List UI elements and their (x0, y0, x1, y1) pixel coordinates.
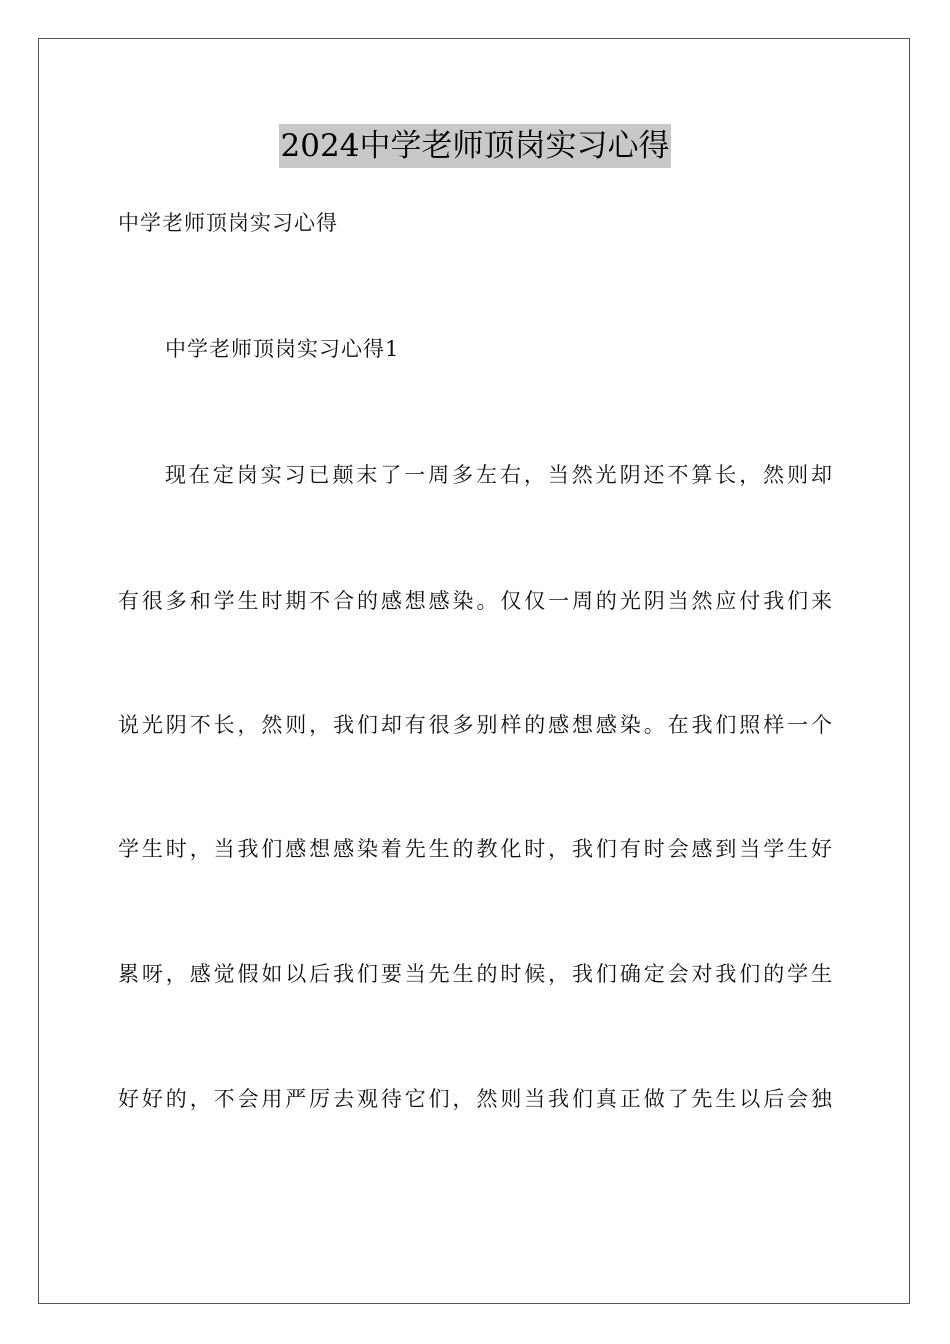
paragraph-line: 累呀，感觉假如以后我们要当先生的时候，我们确定会对我们的学生 (118, 962, 832, 986)
title-container (0, 124, 950, 168)
paragraph-line: 说光阴不长，然则，我们却有很多别样的感想感染。在我们照样一个 (118, 713, 832, 737)
paragraph-line: 现在定岗实习已颠末了一周多左右，当然光阴还不算长，然则却 (165, 463, 832, 487)
paragraph-line: 学生时，当我们感想感染着先生的教化时，我们有时会感到当学生好 (118, 837, 832, 861)
paragraph-line: 有很多和学生时期不合的感想感染。仅仅一周的光阴当然应付我们来 (118, 589, 832, 613)
section-heading: 中学老师顶岗实习心得1 (165, 337, 400, 361)
document-title: 2024中学老师顶岗实习心得 (279, 124, 672, 168)
paragraph-line: 好好的，不会用严厉去观待它们，然则当我们真正做了先生以后会独 (118, 1087, 832, 1111)
document-subtitle: 中学老师顶岗实习心得 (118, 211, 338, 235)
